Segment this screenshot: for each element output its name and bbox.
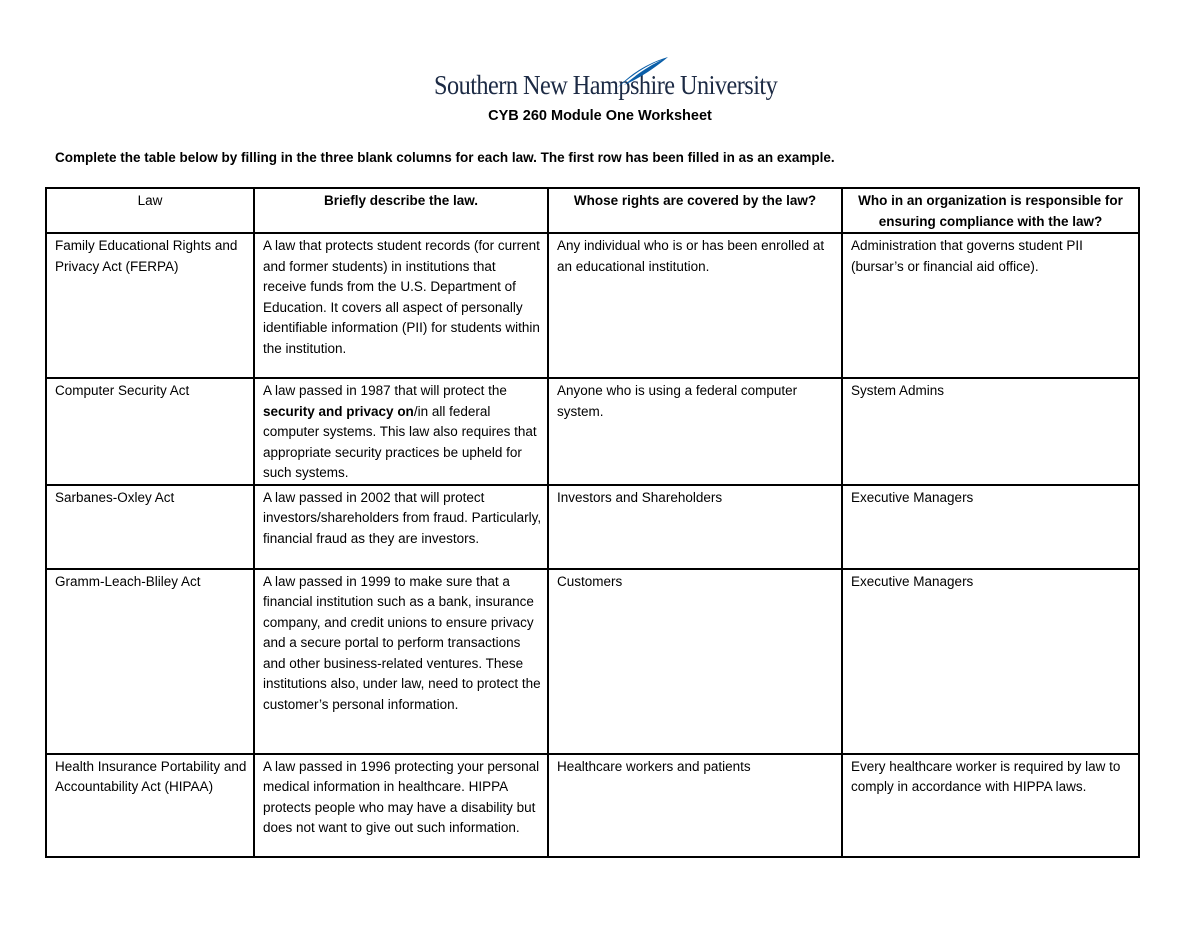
column-header-rights: Whose rights are covered by the law? — [548, 188, 842, 233]
logo-wordmark: Southern New Hampshire University — [434, 70, 778, 100]
description-cell: A law passed in 2002 that will protect investors/shareholders from fraud. Particularly, financial fraud as they are investors. — [254, 485, 548, 569]
description-text: A law passed in 1987 that will protect the — [263, 383, 507, 398]
rights-cell: Healthcare workers and patients — [548, 754, 842, 857]
table-row — [46, 485, 1139, 569]
description-cell: A law passed in 1996 protecting your personal medical information in healthcare. HIPPA protects people who may have a disability but does not want to give out such information. — [254, 754, 548, 857]
responsible-cell: Every healthcare worker is required by law to comply in accordance with HIPPA laws. — [842, 754, 1139, 857]
table-row — [46, 378, 1139, 485]
instructions-text: Complete the table below by filling in the three blank columns for each law. The first row has been filled in as an example. — [55, 150, 835, 165]
rights-cell: Investors and Shareholders — [548, 485, 842, 569]
law-cell: Gramm-Leach-Bliley Act — [46, 569, 254, 754]
laws-table — [45, 187, 1140, 858]
column-header-description: Briefly describe the law. — [254, 188, 548, 233]
description-text: /in all federal computer systems. This law also requires that appropriate security practices be upheld for such systems. — [263, 403, 537, 480]
column-header-law: Law — [46, 188, 254, 233]
table-row — [46, 569, 1139, 754]
column-header-responsible: Who in an organization is responsible for ensuring compliance with the law? — [842, 188, 1139, 233]
law-cell: Health Insurance Portability and Accountability Act (HIPAA) — [46, 754, 254, 857]
description-cell: A law passed in 1999 to make sure that a financial institution such as a bank, insurance company, and credit unions to ensure privacy and a secure portal to perform transactions and other business-related ventures. These institutions also, under law, need to protect the customer’s personal information. — [254, 569, 548, 754]
description-cell: A law that protects student records (for current and former students) in institutions that receive funds from the U.S. Department of Education. It covers all aspect of personally identifiable information (PII) for students within the institution. — [254, 233, 548, 378]
responsible-cell: System Admins — [842, 378, 1139, 485]
responsible-cell: Administration that governs student PII (bursar’s or financial aid office). — [842, 233, 1139, 378]
description-bold-text: security and privacy on — [263, 403, 414, 419]
law-cell: Sarbanes-Oxley Act — [46, 485, 254, 569]
table-row — [46, 754, 1139, 857]
table-header-row — [46, 188, 1139, 233]
rights-cell: Anyone who is using a federal computer system. — [548, 378, 842, 485]
quill-leaf-icon — [612, 55, 672, 93]
law-cell: Computer Security Act — [46, 378, 254, 485]
description-cell — [254, 378, 548, 485]
responsible-cell: Executive Managers — [842, 569, 1139, 754]
worksheet-title: CYB 260 Module One Worksheet — [488, 108, 712, 124]
table-row — [46, 233, 1139, 378]
law-cell: Family Educational Rights and Privacy Act (FERPA) — [46, 233, 254, 378]
rights-cell: Customers — [548, 569, 842, 754]
rights-cell: Any individual who is or has been enrolled at an educational institution. — [548, 233, 842, 378]
university-logo — [434, 52, 778, 104]
responsible-cell: Executive Managers — [842, 485, 1139, 569]
